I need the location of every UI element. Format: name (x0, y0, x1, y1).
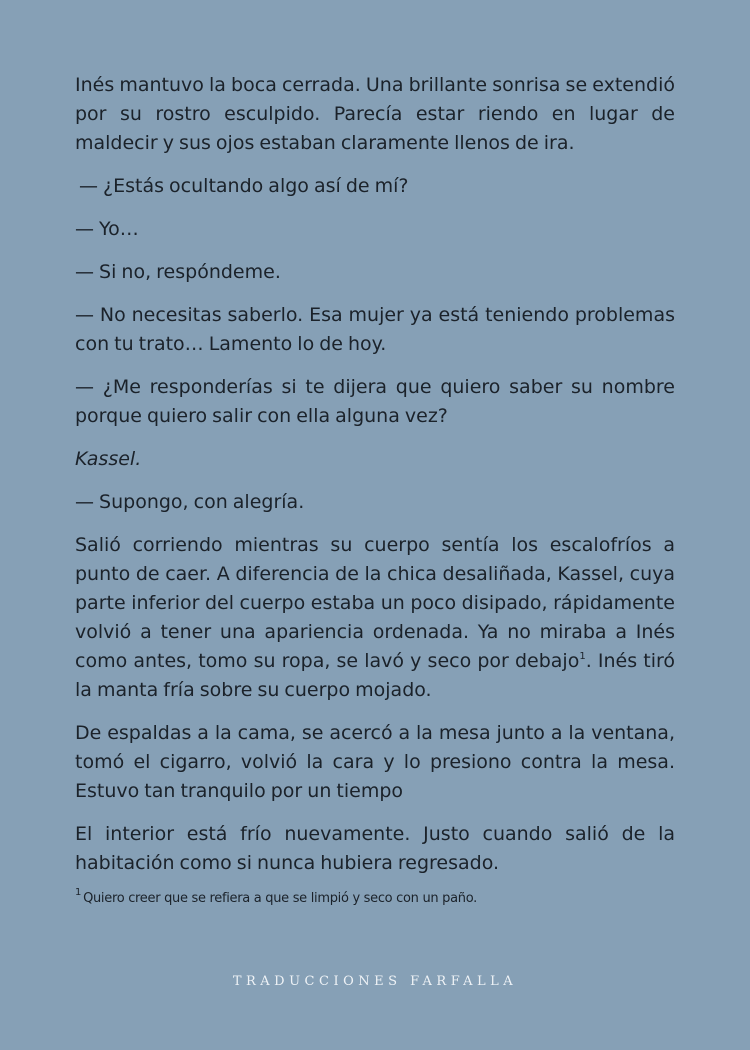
thought-line: Kassel. (75, 448, 142, 470)
paragraph-last: El interior está frío nuevamente. Justo cuando salió de la habitación como si nunca hubiera regresado. (75, 823, 675, 874)
paragraph-text-before: Salió corriendo mientras su cuerpo sentía los escalofríos a punto de caer. A diferencia de la chica desaliñada, Kassel, cuya parte inferior del cuerpo estaba un poco disipado, rápidamente volvió a tener una apariencia ordenada. Ya no miraba a Inés como antes, tomo su ropa, se lavó y seco por debajo (75, 534, 675, 672)
paragraph-window: De espaldas a la cama, se acercó a la mesa junto a la ventana, tomó el cigarro, volvió la cara y lo presiono contra la mesa. Estuvo tan tranquilo por un tiempo (75, 722, 675, 802)
document-page (75, 71, 675, 908)
dialogue-3: — Si no, respóndeme. (75, 261, 281, 283)
paragraph-with-footnote (75, 531, 675, 705)
footnote-reference: 1 (579, 650, 586, 662)
footer-credit: TRADUCCIONES FARFALLA (232, 974, 518, 989)
paragraph-text-after: . Inés tiró la manta fría sobre su cuerpo mojado. (75, 650, 675, 701)
dialogue-1: — ¿Estás ocultando algo así de mí? (79, 175, 409, 197)
dialogue-6: — Supongo, con alegría. (75, 491, 305, 513)
footnote-number: 1 (75, 886, 82, 898)
footnote-text: Quiero creer que se refiera a que se limpió y seco con un paño. (83, 891, 477, 906)
footnote (75, 886, 675, 908)
dialogue-4: — No necesitas saberlo. Esa mujer ya está teniendo problemas con tu trato… Lamento lo de hoy. (75, 304, 675, 355)
dialogue-5: — ¿Me responderías si te dijera que quiero saber su nombre porque quiero salir con ella alguna vez? (75, 376, 675, 427)
paragraph-1: Inés mantuvo la boca cerrada. Una brillante sonrisa se extendió por su rostro esculpido. Parecía estar riendo en lugar de maldecir y sus ojos estaban claramente llenos de ira. (75, 74, 675, 154)
dialogue-2: — Yo… (75, 218, 139, 240)
